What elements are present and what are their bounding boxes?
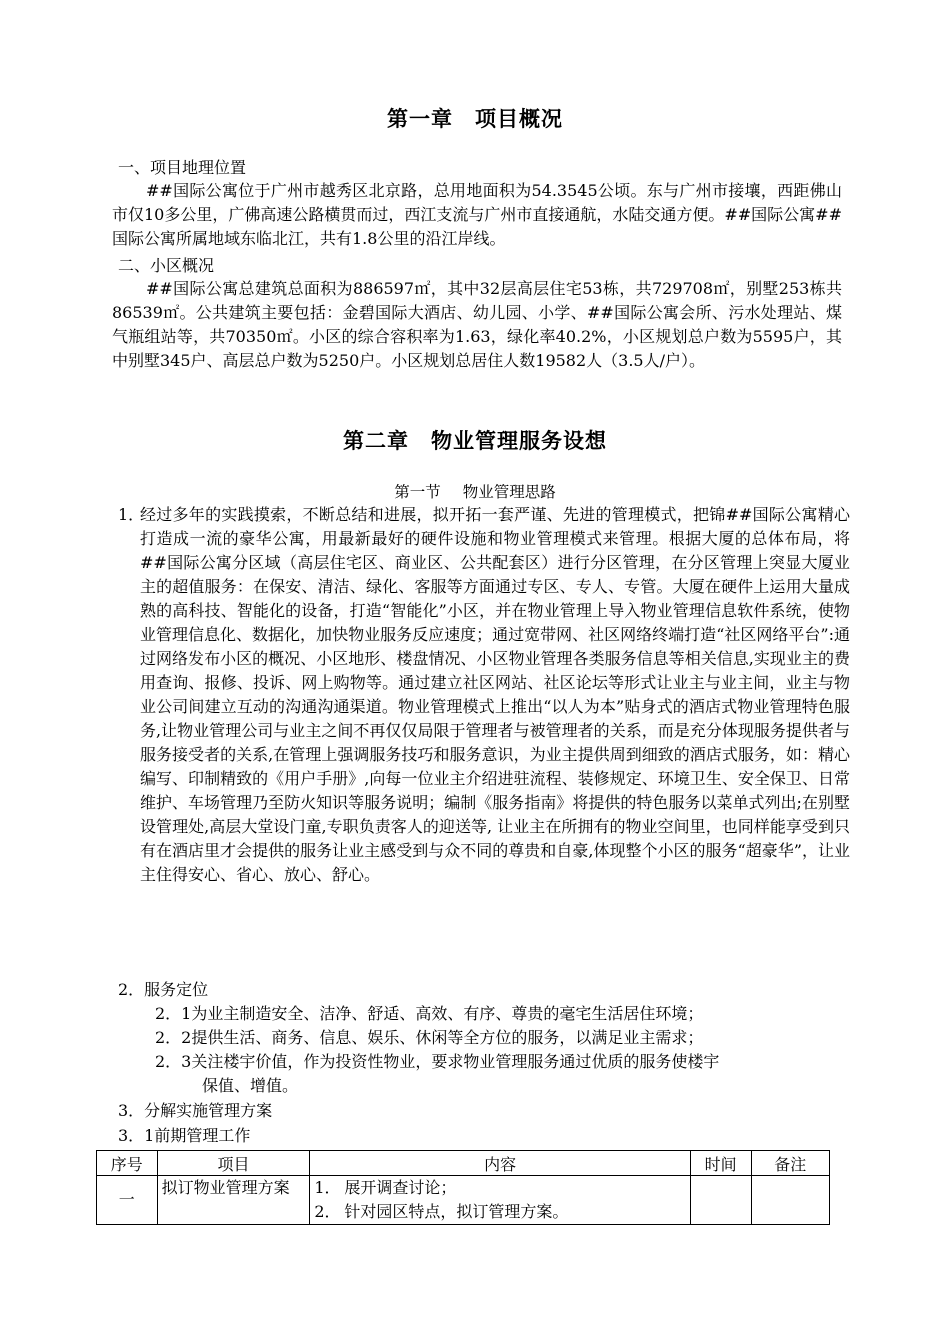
sub-item-3-1: 3．1前期管理工作 [118, 1126, 251, 1145]
section2-heading: 二、小区概况 [118, 256, 215, 275]
content-line [314, 1200, 686, 1224]
chapter1-label: 第一章 [387, 107, 453, 131]
header-content: 内容 [310, 1151, 691, 1176]
chapter2-section-title [0, 480, 950, 502]
chapter1-title [0, 103, 950, 133]
management-plan-table [96, 1150, 830, 1225]
sub-item-2-2: 2．2提供生活、商务、信息、娱乐、休闲等全方位的服务，以满足业主需求； [155, 1028, 704, 1047]
cell-content [310, 1176, 691, 1225]
cell-note [751, 1176, 830, 1225]
section1-heading: 一、项目地理位置 [118, 158, 247, 177]
chapter1-name: 项目概况 [475, 107, 563, 131]
list-item-2: 2．服务定位 [118, 980, 209, 999]
sub-item-2-3-continued: 保值、增值。 [202, 1076, 299, 1095]
sub-item-2-1: 2．1为业主制造安全、洁净、舒适、高效、有序、尊贵的毫宅生活居住环境； [155, 1004, 704, 1023]
section2-paragraph: ##国际公寓总建筑总面积为886597㎡，其中32层高层住宅53栋，共729708㎡，别墅253栋共86539㎡。公共建筑主要包括：金碧国际大酒店、幼儿园、小学、##国际公寓会所、污水处理站、煤气瓶组站等，共70350㎡。小区的综合容积率为1.63，绿化率40.2%，小区规划总户数为5595户，其中别墅345户、高层总户数为5250户。小区规划总居住人数19582人（3.5人/户）。 [112, 279, 842, 370]
list-item-1 [118, 503, 848, 983]
section1-paragraph: ##国际公寓位于广州市越秀区北京路，总用地面积为54.3545公顷。东与广州市接壤，西距佛山市仅10多公里，广佛高速公路横贯而过，西江支流与广州市直接通航，水陆交通方便。##国际公寓##国际公寓所属地域东临北江，共有1.8公里的沿江岸线。 [112, 181, 842, 248]
cell-project: 拟订物业管理方案 [157, 1176, 310, 1225]
table-row [97, 1176, 830, 1225]
cell-time [690, 1176, 751, 1225]
chapter2-name: 物业管理服务设想 [431, 429, 607, 453]
content-line-number: 1． [314, 1178, 341, 1197]
sub-item-2-3: 2．3关注楼宇价值，作为投资性物业，要求物业管理服务通过优质的服务使楼宇 [155, 1052, 720, 1071]
table-header-row [97, 1151, 830, 1176]
header-seq: 序号 [97, 1151, 158, 1176]
chapter2-title [0, 425, 950, 455]
content-line-text: 展开调查讨论； [344, 1178, 457, 1197]
list-item-3: 3．分解实施管理方案 [118, 1101, 273, 1120]
content-line [314, 1176, 686, 1200]
chapter2-label: 第二章 [343, 429, 409, 453]
header-project: 项目 [157, 1151, 310, 1176]
section-name: 物业管理思路 [462, 483, 556, 501]
header-time: 时间 [690, 1151, 751, 1176]
cell-seq: 一 [97, 1176, 158, 1225]
list-item-1-text: 经过多年的实践摸索，不断总结和进展，拟开拓一套严谨、先进的管理模式，把锦##国际公寓精心打造成一流的豪华公寓，用最新最好的硬件设施和物业管理模式来管理。根据大厦的总体布局，将##国际公寓分区域（高层住宅区、商业区、公共配套区）进行分区管理，在分区管理上突显大厦业主的超值服务：在保安、清洁、绿化、客服等方面通过专区、专人、专管。大厦在硬件上运用大量成熟的高科技、智能化的设备，打造“智能化”小区，并在物业管理上导入物业管理信息软件系统，使物业管理信息化、数据化，加快物业服务反应速度；通过宽带网、社区网络终端打造“社区网络平台”:通过网络发布小区的概况、小区地形、楼盘情况、小区物业管理各类服务信息等相关信息,实现业主的费用查询、报修、投诉、网上购物等。通过建立社区网站、社区论坛等形式让业主与业主间，业主与物业公司间建立互动的沟通沟通渠道。物业管理模式上推出“以人为本”贴身式的酒店式物业管理特色服务,让物业管理公司与业主之间不再仅仅局限于管理者与被管理者的关系，而是充分体现服务提供者与服务接受者的关系,在管理上强调服务技巧和服务意识，为业主提供周到细致的酒店式服务，如：精心编写、印制精致的《用户手册》,向每一位业主介绍进驻流程、装修规定、环境卫生、安全保卫、日常维护、车场管理乃至防火知识等服务说明；编制《服务指南》将提供的特色服务以菜单式列出;在别墅设管理处,高层大堂设门童,专职负责客人的迎送等, 让业主在所拥有的物业空间里，也同样能享受到只有在酒店里才会提供的服务让业主感受到与众不同的尊贵和自豪,体现整个小区的服务“超豪华”，让业主住得安心、省心、放心、舒心。 [140, 505, 850, 884]
header-note: 备注 [751, 1151, 830, 1176]
list-item-1-number: 1． [118, 505, 145, 524]
content-line-number: 2． [314, 1202, 341, 1221]
section-label: 第一节 [394, 483, 441, 501]
content-line-text: 针对园区特点，拟订管理方案。 [344, 1202, 569, 1221]
